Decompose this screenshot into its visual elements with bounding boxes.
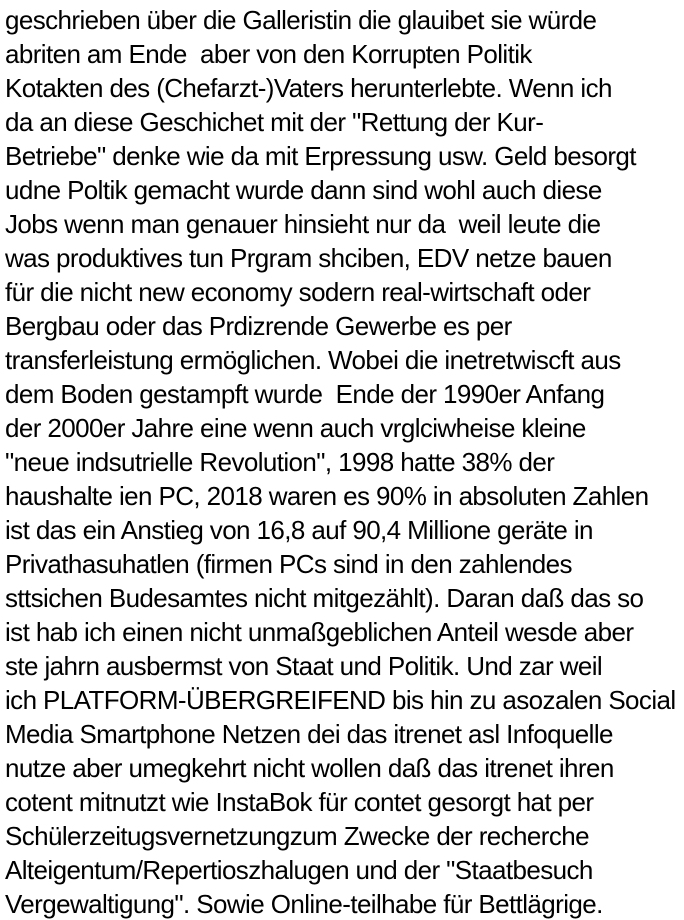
text-line: udne Poltik gemacht wurde dann sind wohl auch diese: [5, 175, 602, 205]
text-line: ist hab ich einen nicht unmaßgeblichen Anteil wesde aber: [5, 617, 634, 647]
document-text: [5, 3, 684, 920]
text-line: ist das ein Anstieg von 16,8 auf 90,4 Millione geräte in: [5, 515, 593, 545]
text-line: haushalte ien PC, 2018 waren es 90% in absoluten Zahlen: [5, 481, 649, 511]
text-line: abriten am Ende aber von den Korrupten Politik: [5, 39, 532, 69]
text-line: Jobs wenn man genauer hinsieht nur da weil leute die: [5, 209, 601, 239]
text-line: cotent mitnutzt wie InstaBok für contet gesorgt hat per: [5, 787, 594, 817]
text-line: Vergewaltigung". Sowie Online-teilhabe für Bettlägrige.: [5, 889, 603, 919]
text-line: dem Boden gestampft wurde Ende der 1990er Anfang: [5, 379, 605, 409]
text-line: Bergbau oder das Prdizrende Gewerbe es per: [5, 311, 512, 341]
text-line: geschrieben über die Galleristin die glauibet sie würde: [5, 5, 597, 35]
text-line: der 2000er Jahre eine wenn auch vrglciwheise kleine: [5, 413, 586, 443]
text-line: sttsichen Budesamtes nicht mitgezählt). Daran daß das so: [5, 583, 644, 613]
text-line: Betriebe" denke wie da mit Erpressung usw. Geld besorgt: [5, 141, 636, 171]
text-line: da an diese Geschichet mit der "Rettung der Kur-: [5, 107, 544, 137]
text-line: für die nicht new economy sodern real-wirtschaft oder: [5, 277, 591, 307]
text-line: Kotakten des (Chefarzt-)Vaters herunterlebte. Wenn ich: [5, 73, 612, 103]
text-line: was produktives tun Prgram shciben, EDV netze bauen: [5, 243, 612, 273]
text-line: ich PLATFORM-ÜBERGREIFEND bis hin zu asozalen Social: [5, 685, 676, 715]
text-line: transferleistung ermöglichen. Wobei die inetretwiscft aus: [5, 345, 621, 375]
text-line: nutze aber umegkehrt nicht wollen daß das itrenet ihren: [5, 753, 614, 783]
text-line: "neue indsutrielle Revolution", 1998 hatte 38% der: [5, 447, 555, 477]
text-line: ste jahrn ausbermst von Staat und Politik. Und zar weil: [5, 651, 603, 681]
text-line: Media Smartphone Netzen dei das itrenet asl Infoquelle: [5, 719, 613, 749]
text-line: Privathasuhatlen (firmen PCs sind in den zahlendes: [5, 549, 572, 579]
text-line: Schülerzeitugsvernetzungzum Zwecke der recherche: [5, 821, 589, 851]
text-line: Alteigentum/Repertioszhalugen und der "Staatbesuch: [5, 855, 593, 885]
